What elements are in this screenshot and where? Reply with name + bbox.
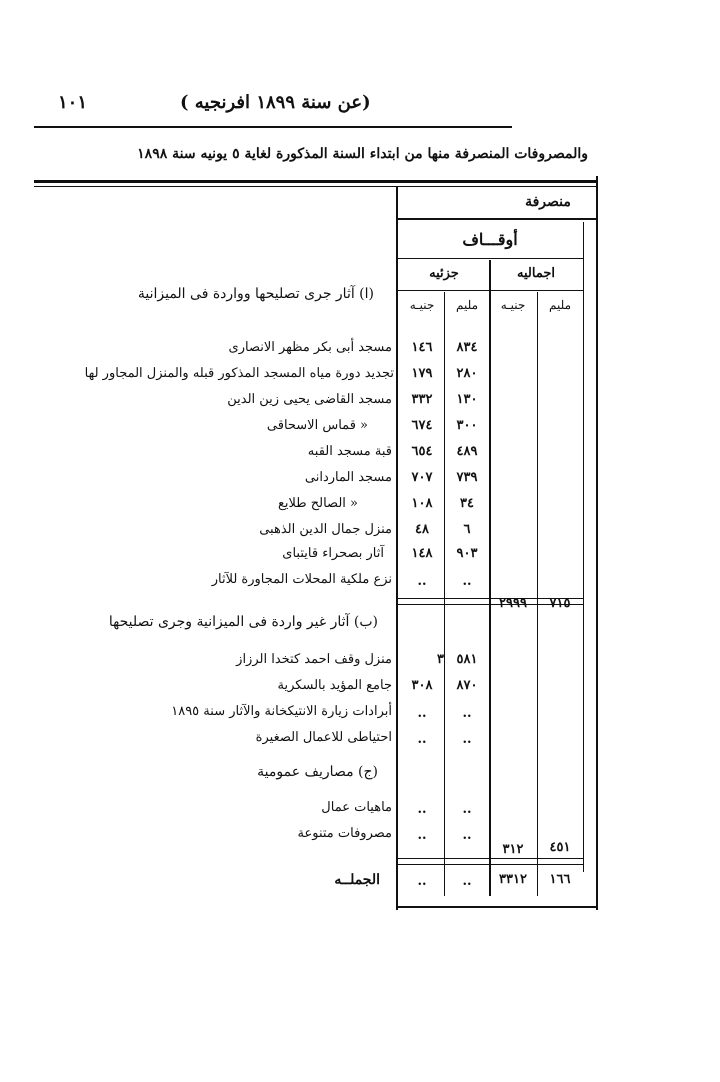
- partial-pound: ١٤٦: [411, 340, 433, 355]
- row-label: « الصالح طلايع: [277, 496, 358, 511]
- grand-total-line: [398, 858, 584, 859]
- section-c-total-pound: ٣١٢: [502, 842, 524, 857]
- partial-pound: ..: [417, 732, 427, 747]
- partial-millieme: ٢٨٠: [456, 366, 478, 381]
- table-bottom-border: [396, 906, 598, 908]
- header-spent: منصرفة: [525, 194, 571, 210]
- partial-millieme: ..: [462, 732, 472, 747]
- subtitle-rule: [34, 180, 598, 183]
- grand-total-millieme: ١٦٦: [549, 872, 571, 887]
- header-pound-partial: جنيـه: [409, 298, 435, 312]
- row-label: منزل وقف احمد كتخدا الرزاز: [236, 652, 392, 667]
- grand-total-partial-pound: ..: [417, 874, 427, 889]
- header-line-1: [398, 218, 596, 220]
- partial-millieme: ٣٠٠: [456, 418, 478, 433]
- partial-pound: ٤٨: [415, 522, 429, 537]
- header-pound-total: جنيـه: [500, 298, 526, 312]
- partial-millieme: ٥٨١: [456, 652, 478, 667]
- section-a-title: (ا) آثار جرى تصليحها وواردة فى الميزانية: [137, 286, 374, 302]
- partial-pound: ٣٠٨: [411, 678, 433, 693]
- header-line-2: [398, 258, 584, 259]
- header-millieme-partial: مليم: [455, 298, 478, 312]
- partial-pound: ..: [417, 706, 427, 721]
- partial-pound: ٦٧٤: [411, 418, 433, 433]
- row-label: أبرادات زيارة الانتيكخانة والآثار سنة ١٨٩٥: [171, 704, 392, 719]
- row-label: « قماس الاسحاقى: [266, 418, 368, 433]
- row-label: احتياطى للاعمال الصغيرة: [255, 730, 392, 745]
- partial-millieme: ٨٧٠: [456, 678, 478, 693]
- row-label: قبة مسجد القبه: [307, 444, 392, 459]
- partial-pound: ١٤٨: [411, 546, 433, 561]
- row-label: تجديد دورة مياه المسجد المذكور قبله والمنزل المجاور لها: [84, 366, 394, 381]
- grand-total-partial-millieme: ..: [462, 874, 472, 889]
- partial-millieme: ٦: [463, 522, 471, 537]
- header-millieme-total: مليم: [548, 298, 571, 312]
- header-partial: جزئيه: [429, 266, 459, 281]
- partial-millieme: ٩٠٣: [456, 546, 478, 561]
- col-line-total-split: [537, 292, 538, 896]
- header-awqaf: أوقـــاف: [462, 230, 518, 249]
- partial-pound: ..: [417, 828, 427, 843]
- section-a-total-pound: ٢٩٩٩: [499, 596, 527, 611]
- partial-pound: ١٧٩: [411, 366, 433, 381]
- col-line-group-split: [489, 260, 491, 896]
- header-rule: [34, 126, 512, 128]
- grand-total-line-2: [398, 864, 584, 865]
- row-label: مصروفات متنوعة: [297, 826, 392, 841]
- row-label: مسجد أبى بكر مظهر الانصارى: [228, 340, 392, 355]
- row-label: جامع المؤيد بالسكرية: [277, 678, 392, 693]
- row-label: نزع ملكية المحلات المجاورة للآثار: [211, 572, 392, 587]
- partial-millieme: ٤٨٩: [456, 444, 478, 459]
- table-right-border: [596, 176, 598, 910]
- row-label: مسجد الماردانى: [304, 470, 392, 485]
- section-c-total-millieme: ٤٥١: [549, 840, 571, 855]
- row-label: مسجد القاضى يحيى زين الدين: [227, 392, 392, 407]
- row-label: ماهيات عمال: [321, 800, 392, 815]
- grand-total-label: الجملــه: [334, 872, 380, 888]
- partial-millieme: ٨٣٤: [456, 340, 478, 355]
- header-total: اجماليه: [517, 266, 555, 281]
- partial-pound: ٣: [437, 652, 444, 667]
- row-label: آثار بصحراء قايتباى: [282, 546, 384, 561]
- partial-millieme: ..: [462, 574, 472, 589]
- row-label: منزل جمال الدين الذهبى: [259, 522, 392, 537]
- partial-pound: ٦٥٤: [411, 444, 433, 459]
- partial-pound: ١٠٨: [411, 496, 433, 511]
- partial-pound: ٧٠٧: [411, 470, 433, 485]
- page-header-title: (عن سنة ١٨٩٩ افرنجيه ): [180, 92, 371, 113]
- partial-millieme: ..: [462, 802, 472, 817]
- partial-millieme: ..: [462, 828, 472, 843]
- header-line-3: [398, 290, 584, 291]
- section-b-title: (ب) آثار غير واردة فى الميزانية وجرى تصليحها: [108, 614, 378, 630]
- col-line-partial-split: [444, 292, 445, 896]
- partial-pound: ..: [417, 574, 427, 589]
- partial-millieme: ١٣٠: [456, 392, 478, 407]
- table-right-outer-border: [583, 222, 584, 872]
- page-number: ١٠١: [58, 92, 88, 113]
- section-a-total-millieme: ٧١٥: [549, 596, 571, 611]
- grand-total-pound: ٣٣١٢: [499, 872, 527, 887]
- partial-pound: ٣٣٢: [411, 392, 433, 407]
- partial-pound: ..: [417, 802, 427, 817]
- subtitle-rule-thin: [34, 186, 598, 187]
- table-left-border: [396, 186, 398, 910]
- section-c-title: (ج) مصاريف عمومية: [257, 764, 378, 780]
- partial-millieme: ٧٣٩: [456, 470, 478, 485]
- partial-millieme: ٣٤: [460, 496, 474, 511]
- subtitle: والمصروفات المنصرفة منها من ابتداء السنة المذكورة لغاية ٥ يونيه سنة ١٨٩٨: [137, 146, 588, 162]
- partial-millieme: ..: [462, 706, 472, 721]
